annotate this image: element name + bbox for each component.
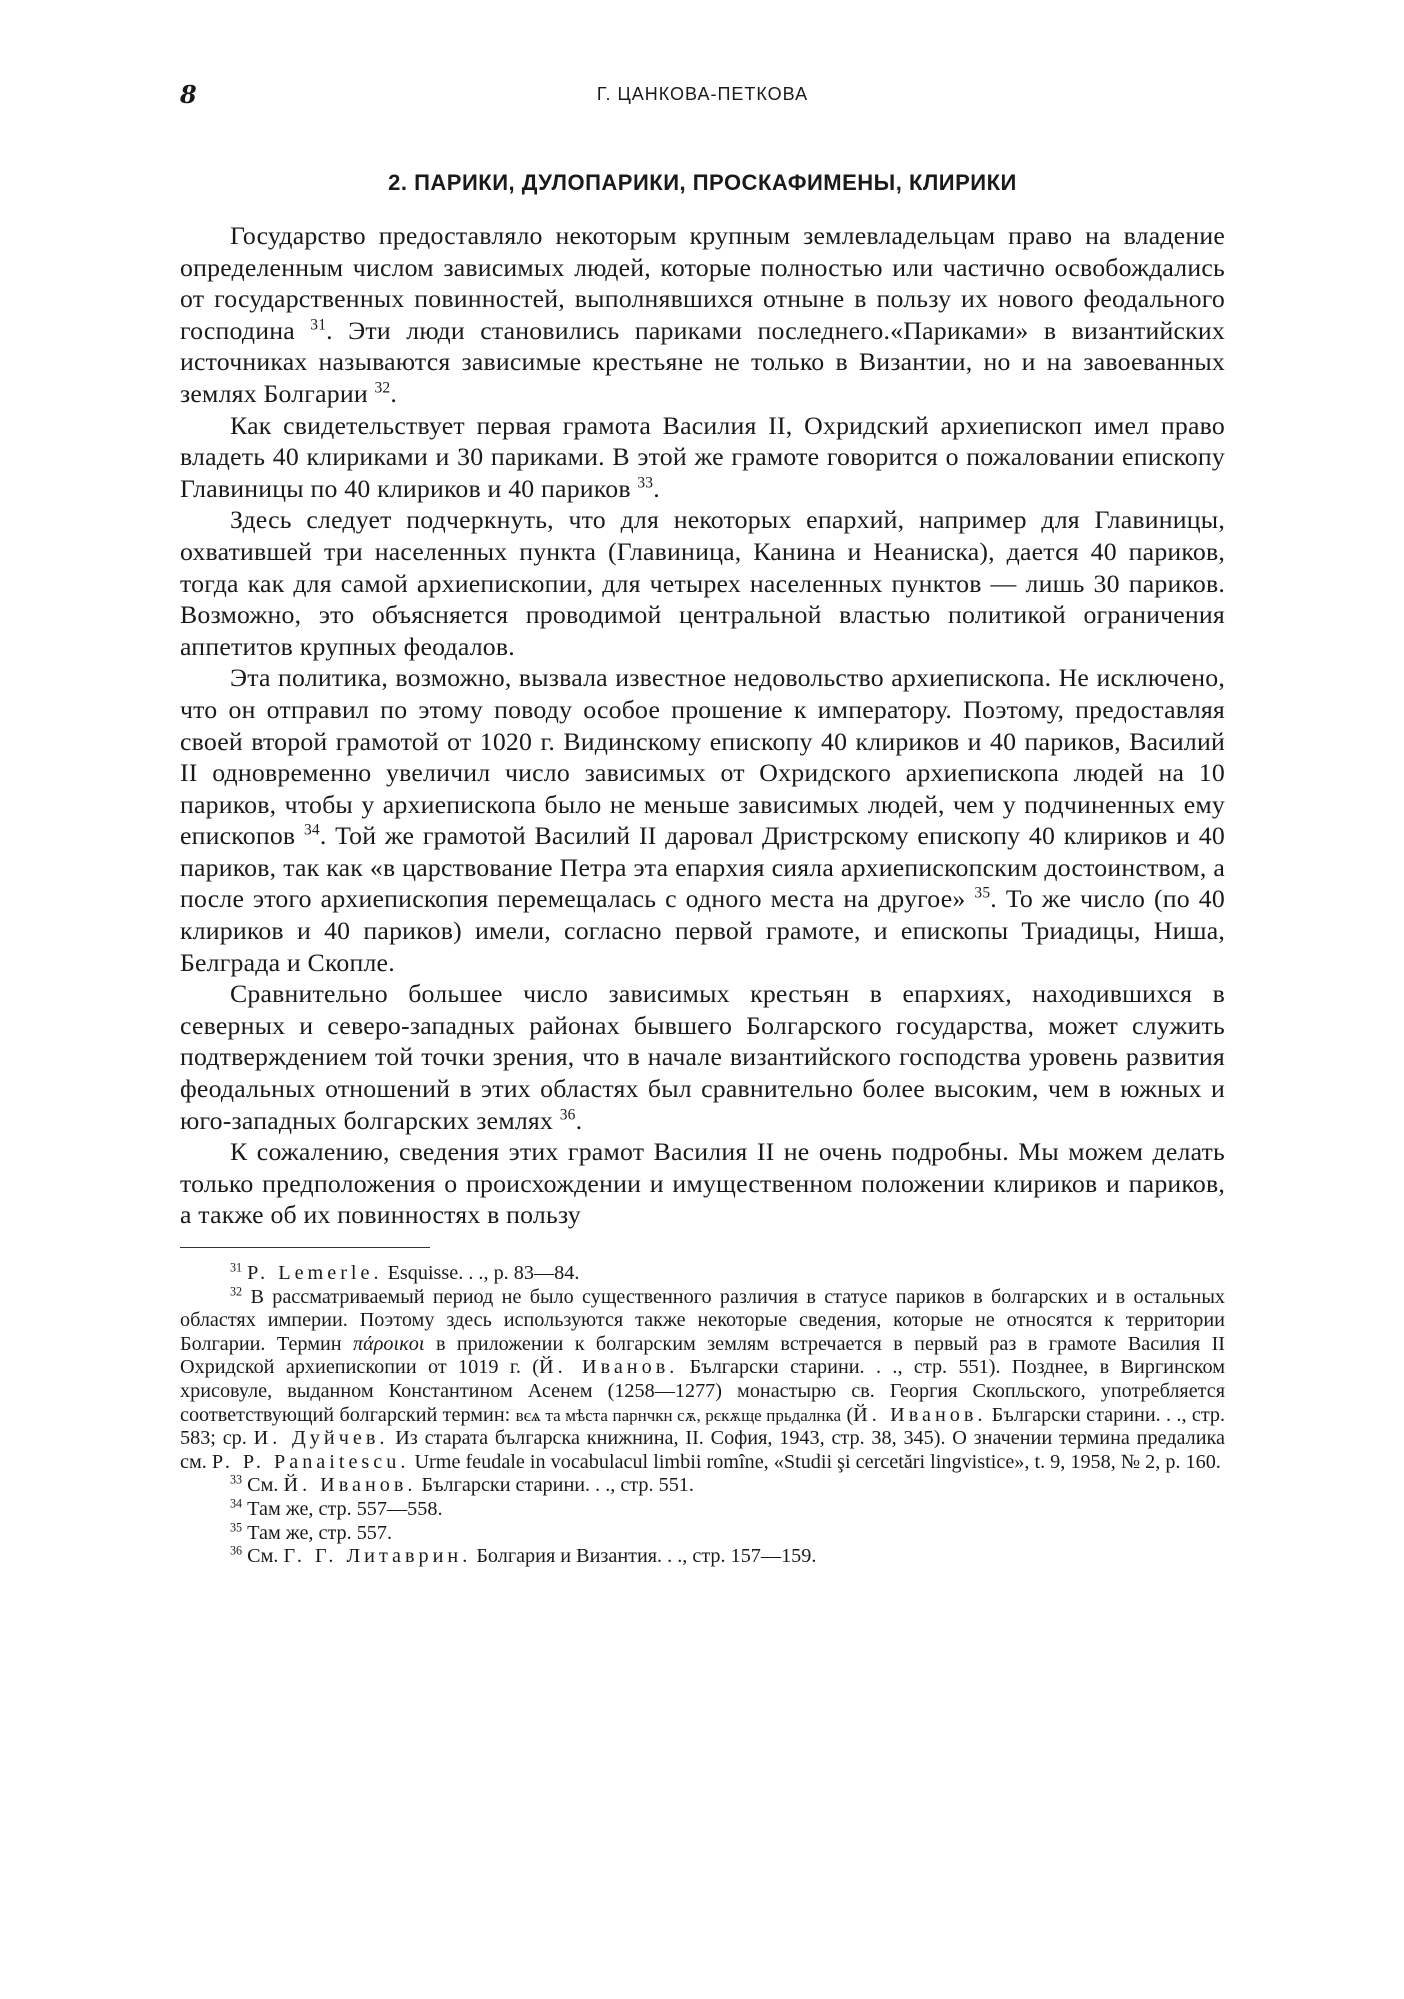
footnote-number: 34 bbox=[230, 1496, 243, 1511]
footnote-text: Urme feudale in vocabulacul limbii romîne, «Studii şi cercetări lingvistice», t. 9, 1958, № 2, p. 160. bbox=[414, 1450, 1221, 1473]
paragraph-1-text: Государство предоставляло некоторым крупным землевладельцам право на владение определенным числом зависимых людей, которые полностью или частично освобождались от государственных повинностей, выполнявшихся отныне в пользу их нового феодального господина bbox=[180, 221, 1225, 345]
footnote-ref-36: 36 bbox=[559, 1106, 576, 1124]
footnote-author: Г. Г. Литаврин. bbox=[283, 1545, 472, 1568]
footnote-text: Български старини. . ., стр. 551). Позднее, в Виргинском хрисовуле, выданном Константином Асенем (1258—1277) монастырю св. Георгия Скопльского, употребляется соответствующий болгарский термин: bbox=[180, 1356, 1226, 1426]
footnote-text: ( bbox=[846, 1403, 854, 1426]
slavonic-term: вєѧ та мѣста парнчкн сѫ, рєкѫще прьдалнка bbox=[515, 1405, 842, 1425]
footnote-text: В рассматриваемый период не было существенного различия в статусе париков в болгарских и в остальных областях империи. Поэтому здесь используются также некоторые сведения, которые не относятся к территории Болгарии. Термин bbox=[180, 1285, 1226, 1355]
footnote-number: 31 bbox=[230, 1260, 243, 1275]
footnote-ref-34: 34 bbox=[303, 821, 320, 839]
footnote-number: 35 bbox=[230, 1519, 243, 1534]
footnote-author: Й. Иванов. bbox=[283, 1474, 417, 1497]
footnote-number: 36 bbox=[230, 1543, 243, 1558]
running-head bbox=[180, 80, 1225, 120]
footnote-text: Български старини. . ., стр. 583; ср. bbox=[180, 1403, 1226, 1450]
paragraph-2: Как свидетельствует первая грамота Василия II, Охридский архиепископ имел право владеть 40 клириками и 30 париками. В этой же грамоте говорится о пожаловании епископу Главиницы по 40 клириков и 40 париков $^{33}$. bbox=[180, 410, 1225, 503]
paragraph-5-text: Сравнительно большее число зависимых крестьян в епархиях, находившихся в северных и северо-западных районах бывшего Болгарского государства, может служить подтверждением той точки зрения, что в начале византийского господства уровень развития феодальных отношений в этих областях был сравнительно более высоким, чем в южных и юго-западных болгарских землях bbox=[180, 979, 1225, 1135]
page-number: 8 bbox=[180, 80, 198, 109]
footnote-author: P. Lemerle. bbox=[247, 1262, 383, 1284]
greek-term: πάροικοι bbox=[353, 1332, 425, 1355]
footnote-32 bbox=[180, 1283, 1226, 1475]
footnote-divider bbox=[180, 1247, 430, 1248]
paragraph-4-text-c: . То же число (по 40 клириков и 40 париков) имели, согласно первой грамоте, и епископы Триадицы, Ниша, Белграда и Скопле. bbox=[180, 884, 1226, 977]
paragraph-2-text: Как свидетельствует первая грамота Василия II, Охридский архиепископ имел право владеть 40 клириками и 30 париками. В этой же грамоте говорится о пожаловании епископу Главиницы по 40 клириков и 40 париков bbox=[180, 410, 1225, 503]
paragraph-6: К сожалению, сведения этих грамот Василия II не очень подробны. Мы можем делать только предположения о происхождении и имущественном положении клириков и париков, а также об их повинностях в пользу bbox=[180, 1137, 1225, 1230]
paragraph-3: Здесь следует подчеркнуть, что для некоторых епархий, например для Главиницы, охватившей три населенных пункта (Главиница, Канина и Неаниска), дается 40 париков, тогда как для самой архиепископии, для четырех населенных пунктов — лишь 30 париков. Возможно, это объясняется проводимой центральной властью политикой ограничения аппетитов крупных феодалов. bbox=[180, 505, 1225, 661]
footnote-text: Там же, стр. 557—558. bbox=[247, 1497, 443, 1520]
section-title: 2. ПАРИКИ, ДУЛОПАРИКИ, ПРОСКАФИМЕНЫ, КЛИРИКИ bbox=[388, 170, 1017, 195]
footnote-text: в приложении к болгарским землям встречается в первый раз в грамоте Василия II Охридской архиепископии от 1019 г. ( bbox=[180, 1332, 1226, 1379]
body-text bbox=[180, 220, 1225, 1231]
footnote-author: P. P. Panaitescu. bbox=[211, 1450, 410, 1473]
footnote-34 bbox=[180, 1498, 1225, 1522]
paragraph-1: Государство предоставляло некоторым крупным землевладельцам право на владение определенным числом зависимых людей, которые полностью или частично освобождались от государственных повинностей, выполнявшихся отныне в пользу их нового феодального господина $^{31}$. Эти люди становились париками последнего.«Париками» в византийских источниках называются зависимые крестьяне не только в Византии, но и на завоеванных землях Болгарии $^{32}$. bbox=[180, 221, 1225, 408]
footnote-text: Esquisse. . ., p. 83—84. bbox=[387, 1262, 580, 1284]
paragraph-4-text-b: . Той же грамотой Василий II даровал Дристрскому епископу 40 клириков и 40 париков, так как «в царствование Петра эта епархия сияла архиепископским достоинством, а после этого архиепископия перемещалась с одного места на другое» bbox=[180, 821, 1225, 914]
book-page bbox=[180, 80, 1225, 1569]
footnote-33 bbox=[180, 1474, 1225, 1498]
footnote-text: Болгария и Византия. . ., стр. 157—159. bbox=[476, 1545, 817, 1568]
running-head-author: Г. ЦАНКОВА-ПЕТКОВА bbox=[596, 84, 809, 104]
paragraph-4-text: Эта политика, возможно, вызвала известное недовольство архиепископа. Не исключено, что он отправил по этому поводу особое прошение к императору. Поэтому, предоставляя своей второй грамотой от 1020 г. Видинскому епископу 40 клириков и 40 париков, Василий II одновременно увеличил число зависимых от Охридского архиепископа людей на 10 париков, чтобы у архиепископа было не меньше зависимых людей, чем у подчиненных ему епископов bbox=[180, 663, 1225, 851]
paragraph-4 bbox=[180, 662, 1225, 978]
footnote-number: 33 bbox=[230, 1472, 243, 1487]
footnote-text: См. bbox=[247, 1474, 279, 1497]
footnote-31 bbox=[180, 1262, 1225, 1286]
footnote-text: Из старата българска книжнина, II. София, 1943, стр. 38, 345). О значении термина предалика см. bbox=[180, 1427, 1225, 1473]
footnote-author: Й. Иванов. bbox=[538, 1356, 679, 1379]
footnote-text: См. bbox=[247, 1545, 279, 1568]
footnote-ref-31: 31 bbox=[310, 316, 327, 334]
footnote-text: Там же, стр. 557. bbox=[247, 1521, 393, 1544]
footnote-author: И. Дуйчев. bbox=[253, 1427, 389, 1450]
footnote-ref-33: 33 bbox=[637, 474, 654, 492]
footnote-35 bbox=[180, 1519, 1225, 1546]
footnote-36 bbox=[180, 1545, 1225, 1569]
footnote-author: Й. Иванов. bbox=[853, 1403, 987, 1426]
footnote-ref-35: 35 bbox=[974, 884, 991, 902]
footnotes bbox=[180, 1262, 1225, 1569]
footnote-ref-32: 32 bbox=[374, 379, 391, 397]
paragraph-1-text-b: . Эти люди становились париками последнего.«Париками» в византийских источниках называются зависимые крестьяне не только в Византии, но и на завоеванных землях Болгарии bbox=[180, 315, 1225, 408]
paragraph-5: Сравнительно большее число зависимых крестьян в епархиях, находившихся в северных и северо-западных районах бывшего Болгарского государства, может служить подтверждением той точки зрения, что в начале византийского господства уровень развития феодальных отношений в этих областях был сравнительно более высоким, чем в южных и юго-западных болгарских землях $^{36}$. bbox=[180, 979, 1225, 1135]
footnote-number: 32 bbox=[230, 1283, 243, 1298]
footnote-text: Български старини. . ., стр. 551. bbox=[421, 1474, 694, 1497]
